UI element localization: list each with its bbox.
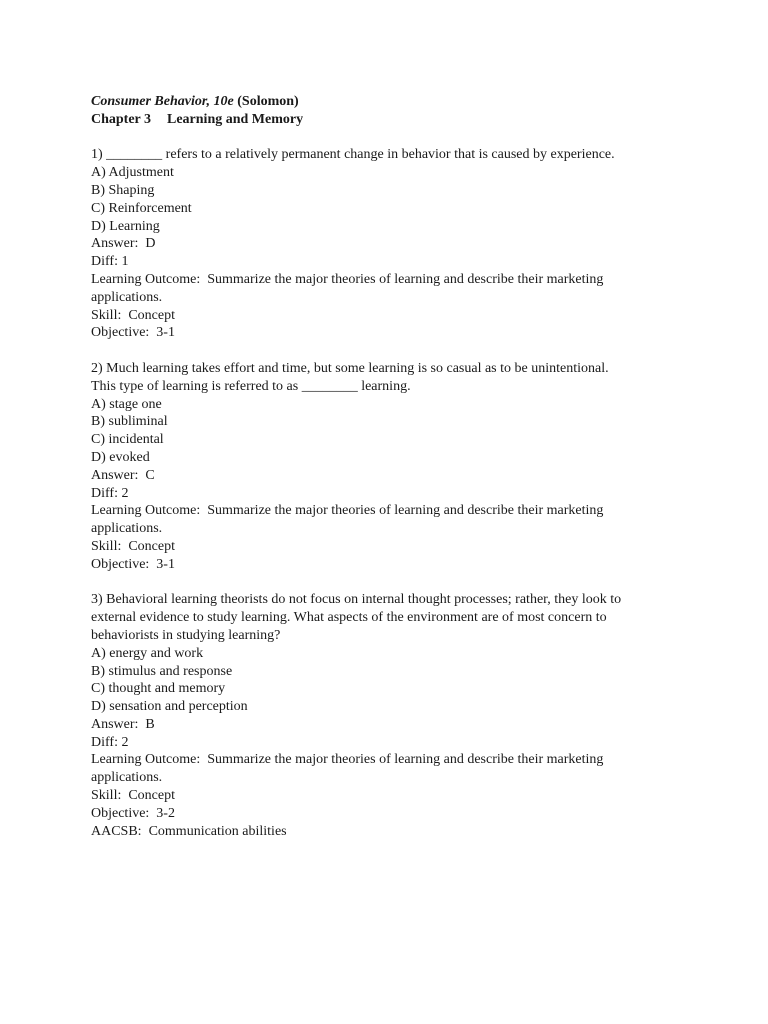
aacsb: AACSB: Communication abilities bbox=[91, 823, 287, 839]
option-b: B) stimulus and response bbox=[91, 663, 233, 679]
question-stem: 3) Behavioral learning theorists do not focus on internal thought processes; rather, they look to bbox=[91, 592, 622, 608]
objective: Objective: 3-2 bbox=[91, 805, 175, 821]
document-title bbox=[91, 93, 691, 111]
learning-outcome: Learning Outcome: Summarize the major theories of learning and describe their marketing bbox=[91, 271, 604, 287]
chapter-number: Chapter 3 bbox=[91, 111, 152, 127]
question-stem-cont: external evidence to study learning. What aspects of the environment are of most concern to bbox=[91, 610, 607, 626]
option-d: D) Learning bbox=[91, 218, 160, 234]
option-a: A) stage one bbox=[91, 396, 162, 412]
objective: Objective: 3-1 bbox=[91, 556, 175, 572]
question-2 bbox=[91, 360, 691, 574]
question-stem: 2) Much learning takes effort and time, but some learning is so casual as to be unintentional. bbox=[91, 360, 609, 376]
book-title: Consumer Behavior, 10e bbox=[91, 94, 234, 109]
question-1 bbox=[91, 146, 691, 342]
difficulty: Diff: 1 bbox=[91, 254, 129, 270]
learning-outcome-cont: applications. bbox=[91, 770, 163, 786]
skill: Skill: Concept bbox=[91, 538, 175, 554]
option-b: B) subliminal bbox=[91, 414, 168, 430]
answer: Answer: C bbox=[91, 467, 155, 483]
option-a: A) Adjustment bbox=[91, 165, 174, 181]
learning-outcome-cont: applications. bbox=[91, 289, 163, 305]
learning-outcome: Learning Outcome: Summarize the major theories of learning and describe their marketing bbox=[91, 503, 604, 519]
option-b: B) Shaping bbox=[91, 182, 155, 198]
question-stem: 1) ________ refers to a relatively permanent change in behavior that is caused by experience. bbox=[91, 147, 615, 163]
answer: Answer: D bbox=[91, 236, 156, 252]
question-stem-cont: behaviorists in studying learning? bbox=[91, 627, 281, 643]
question-3 bbox=[91, 591, 691, 840]
chapter-title: Learning and Memory bbox=[167, 111, 304, 127]
option-c: C) incidental bbox=[91, 432, 164, 448]
learning-outcome-cont: applications. bbox=[91, 521, 163, 537]
skill: Skill: Concept bbox=[91, 788, 175, 804]
book-author: (Solomon) bbox=[233, 94, 299, 109]
option-d: D) evoked bbox=[91, 449, 150, 465]
answer: Answer: B bbox=[91, 716, 155, 732]
document-page bbox=[91, 93, 691, 840]
skill: Skill: Concept bbox=[91, 307, 175, 323]
objective: Objective: 3-1 bbox=[91, 325, 175, 341]
difficulty: Diff: 2 bbox=[91, 485, 129, 501]
option-a: A) energy and work bbox=[91, 645, 204, 661]
difficulty: Diff: 2 bbox=[91, 734, 129, 750]
option-d: D) sensation and perception bbox=[91, 699, 248, 715]
chapter-heading bbox=[91, 111, 691, 129]
learning-outcome: Learning Outcome: Summarize the major theories of learning and describe their marketing bbox=[91, 752, 604, 768]
question-stem-cont: This type of learning is referred to as ________ learning. bbox=[91, 378, 411, 394]
option-c: C) Reinforcement bbox=[91, 200, 192, 216]
option-c: C) thought and memory bbox=[91, 681, 226, 697]
